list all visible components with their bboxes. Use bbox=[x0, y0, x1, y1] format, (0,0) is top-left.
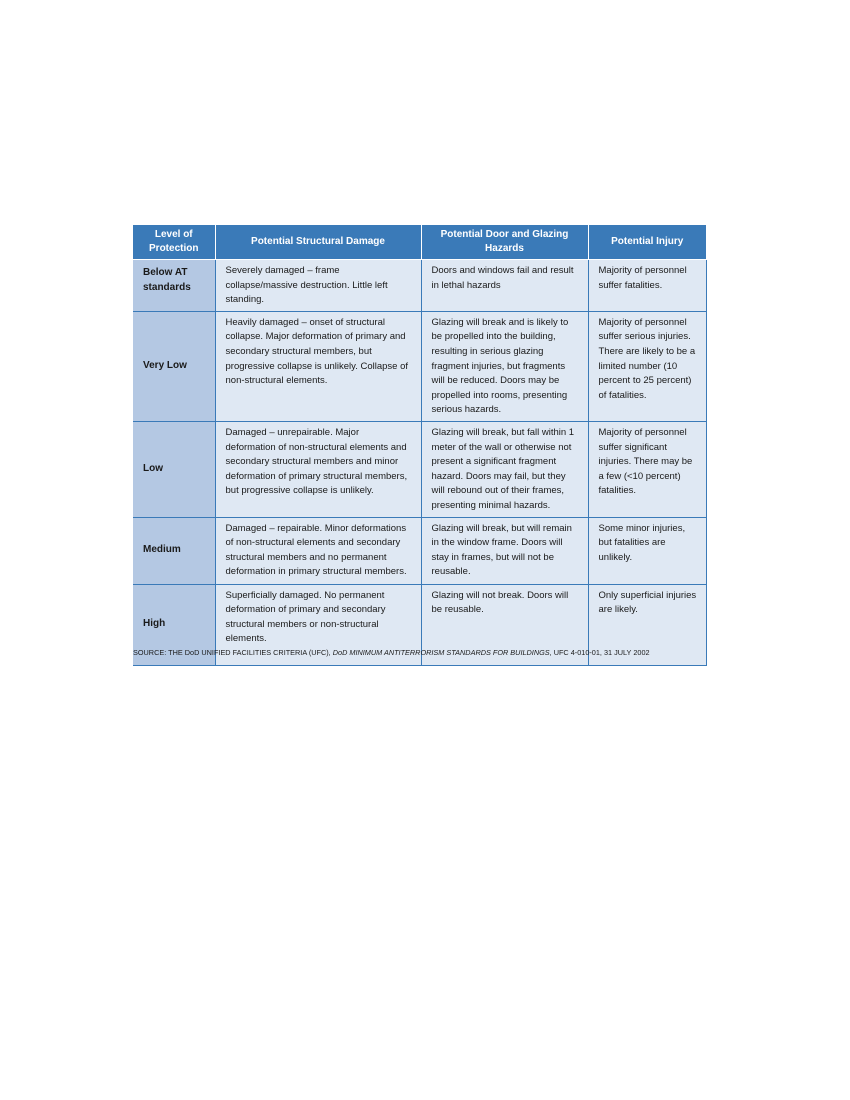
table-row bbox=[133, 517, 706, 584]
structural-damage-cell: Damaged – unrepairable. Major deformation of non-structural elements and secondary structural members and minor deformation of primary structural members, but progressive collapse is unlikely. bbox=[215, 421, 421, 517]
header-door-glazing-hazards: Potential Door and Glazing Hazards bbox=[421, 225, 588, 260]
structural-damage-cell: Superficially damaged. No permanent deformation of primary and secondary structural members or non-structural elements. bbox=[215, 584, 421, 665]
injury-cell: Only superficial injuries are likely. bbox=[588, 584, 706, 665]
level-cell: Very Low bbox=[133, 311, 215, 421]
door-glazing-cell: Glazing will break and is likely to be propelled into the building, resulting in serious glazing fragment injuries, but fragments will be reduced. Doors may be propelled into rooms, presenting serious hazards. bbox=[421, 311, 588, 421]
table-header bbox=[133, 225, 706, 260]
injury-cell: Majority of personnel suffer significant injuries. There may be a few (<10 percent) fatalities. bbox=[588, 421, 706, 517]
source-suffix: , UFC 4-010-01, 31 JULY 2002 bbox=[549, 648, 650, 657]
door-glazing-cell: Glazing will not break. Doors will be reusable. bbox=[421, 584, 588, 665]
table-row bbox=[133, 311, 706, 421]
header-level-of-protection: Level of Protection bbox=[133, 225, 215, 260]
protection-levels-table bbox=[133, 225, 707, 666]
source-title: DoD MINIMUM ANTITERRORISM STANDARDS FOR BUILDINGS bbox=[332, 648, 550, 657]
door-glazing-cell: Doors and windows fail and result in lethal hazards bbox=[421, 260, 588, 312]
source-citation bbox=[133, 648, 713, 657]
level-cell: Below AT standards bbox=[133, 260, 215, 312]
protection-levels-table-container bbox=[133, 225, 706, 666]
level-cell: Medium bbox=[133, 517, 215, 584]
structural-damage-cell: Damaged – repairable. Minor deformations of non-structural elements and secondary structural members and no permanent deformation in primary structural members. bbox=[215, 517, 421, 584]
door-glazing-cell: Glazing will break, but will remain in the window frame. Doors will stay in frames, but will not be reusable. bbox=[421, 517, 588, 584]
table-row bbox=[133, 260, 706, 312]
injury-cell: Majority of personnel suffer serious injuries. There are likely to be a limited number (10 percent to 25 percent) of fatalities. bbox=[588, 311, 706, 421]
header-row bbox=[133, 225, 706, 260]
header-potential-injury: Potential Injury bbox=[588, 225, 706, 260]
injury-cell: Some minor injuries, but fatalities are unlikely. bbox=[588, 517, 706, 584]
header-structural-damage: Potential Structural Damage bbox=[215, 225, 421, 260]
level-cell: Low bbox=[133, 421, 215, 517]
structural-damage-cell: Severely damaged – frame collapse/massive destruction. Little left standing. bbox=[215, 260, 421, 312]
level-cell: High bbox=[133, 584, 215, 665]
structural-damage-cell: Heavily damaged – onset of structural collapse. Major deformation of primary and secondary structural members, but progressive collapse is unlikely. Collapse of non-structural elements. bbox=[215, 311, 421, 421]
table-body bbox=[133, 260, 706, 666]
source-prefix: SOURCE: THE DoD UNIFIED FACILITIES CRITERIA (UFC), bbox=[133, 648, 333, 657]
door-glazing-cell: Glazing will break, but fall within 1 meter of the wall or otherwise not present a significant fragment hazard. Doors may fail, but they will rebound out of their frames, presenting minimal hazards. bbox=[421, 421, 588, 517]
table-row bbox=[133, 421, 706, 517]
injury-cell: Majority of personnel suffer fatalities. bbox=[588, 260, 706, 312]
